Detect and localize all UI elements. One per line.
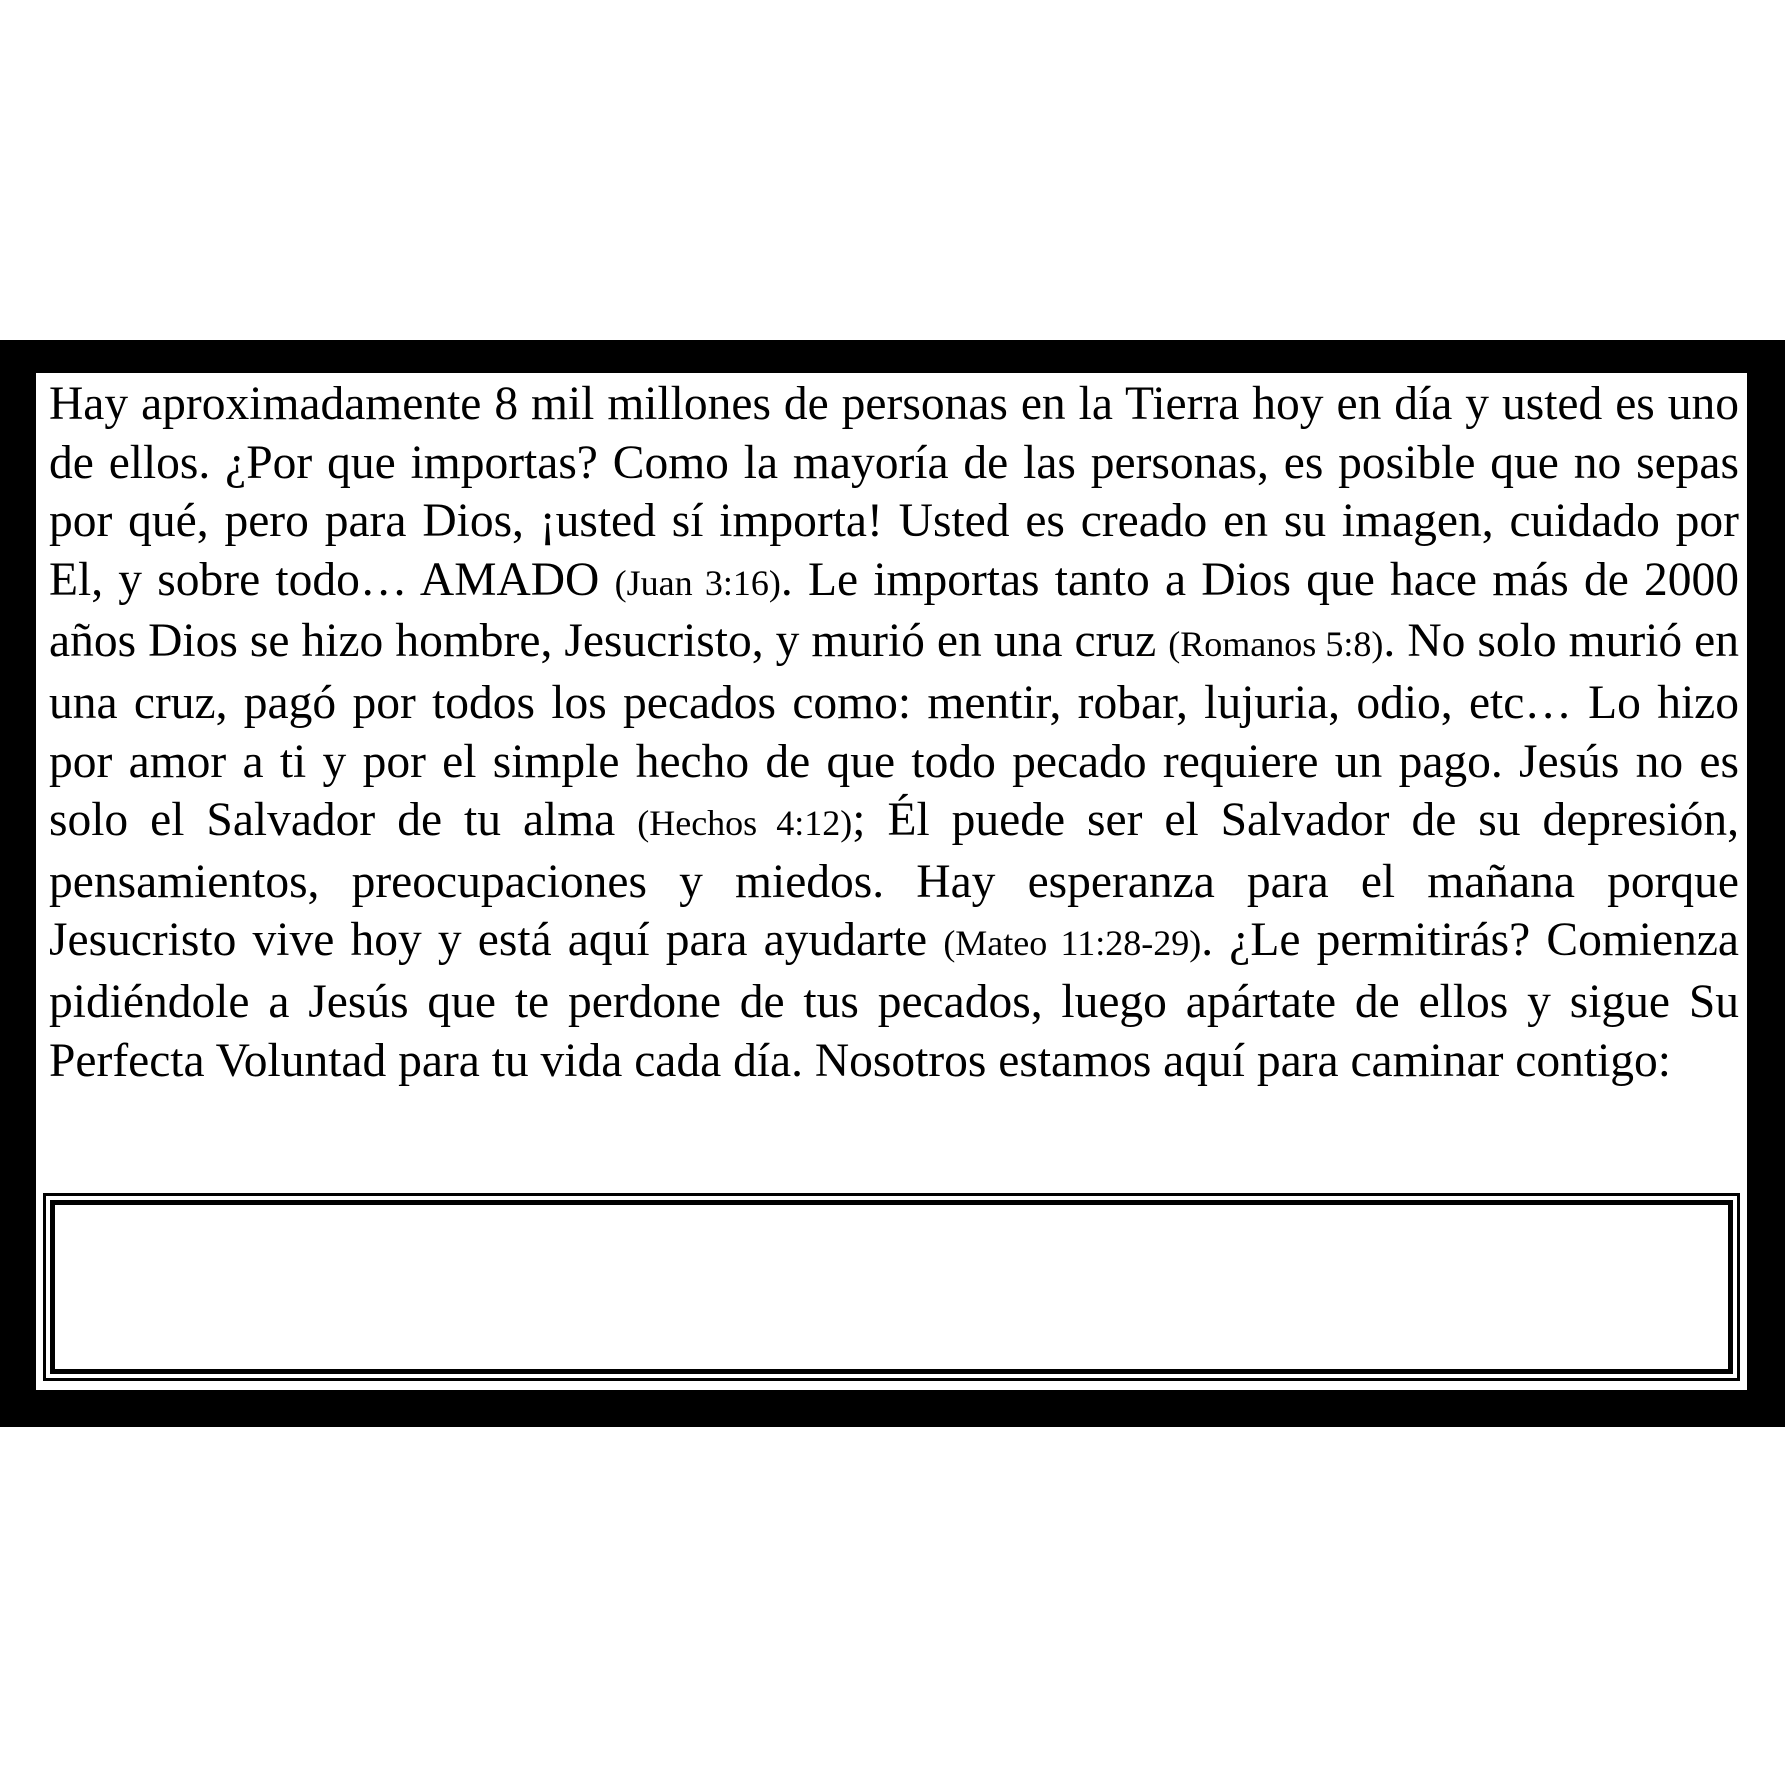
tract-card [0, 340, 1785, 1427]
tract-card-inner [36, 373, 1747, 1390]
scripture-reference-mateo: (Mateo 11:28-29) [943, 923, 1202, 964]
contact-info-box [43, 1193, 1740, 1381]
message-text-1: Hay aproximadamente 8 mil millones de personas en la Tierra hoy en día y usted es uno de ellos. ¿Por que importas? Como la mayoría de las personas, es posible que no sepas por qué, pero para Dios, ¡usted sí importa! Usted es creado en su imagen, cuidado por El, y sobre todo… AMADO [49, 378, 1739, 606]
tract-message [49, 375, 1739, 1090]
message-text-5: . ¿Le permitirás? Comienza pidiéndole a Jesús que te perdone de tus pecados, luego apártate de ellos y sigue Su Perfecta Voluntad para tu vida cada día. Nosotros estamos aquí para caminar contigo: [49, 914, 1739, 1087]
scripture-reference-juan: (Juan 3:16) [614, 562, 781, 603]
scripture-reference-romanos: (Romanos 5:8) [1168, 624, 1384, 665]
message-text-4: ; Él puede ser el Salvador de su depresión, pensamientos, preocupaciones y miedos. Hay esperanza para el mañana porque Jesucristo vive hoy y está aquí para ayudarte [49, 794, 1739, 967]
message-text-2: . Le importas tanto a Dios que hace más de 2000 años Dios se hizo hombre, Jesucristo, y murió en una cruz [49, 553, 1739, 668]
scripture-reference-hechos: (Hechos 4:12) [637, 803, 853, 844]
contact-info-box-inner [50, 1200, 1733, 1374]
message-text-3: . No solo murió en una cruz, pagó por todos los pecados como: mentir, robar, lujuria, odio, etc… Lo hizo por amor a ti y por el simple hecho de que todo pecado requiere un pago. Jesús no es solo el Salvador de tu alma [49, 615, 1739, 847]
